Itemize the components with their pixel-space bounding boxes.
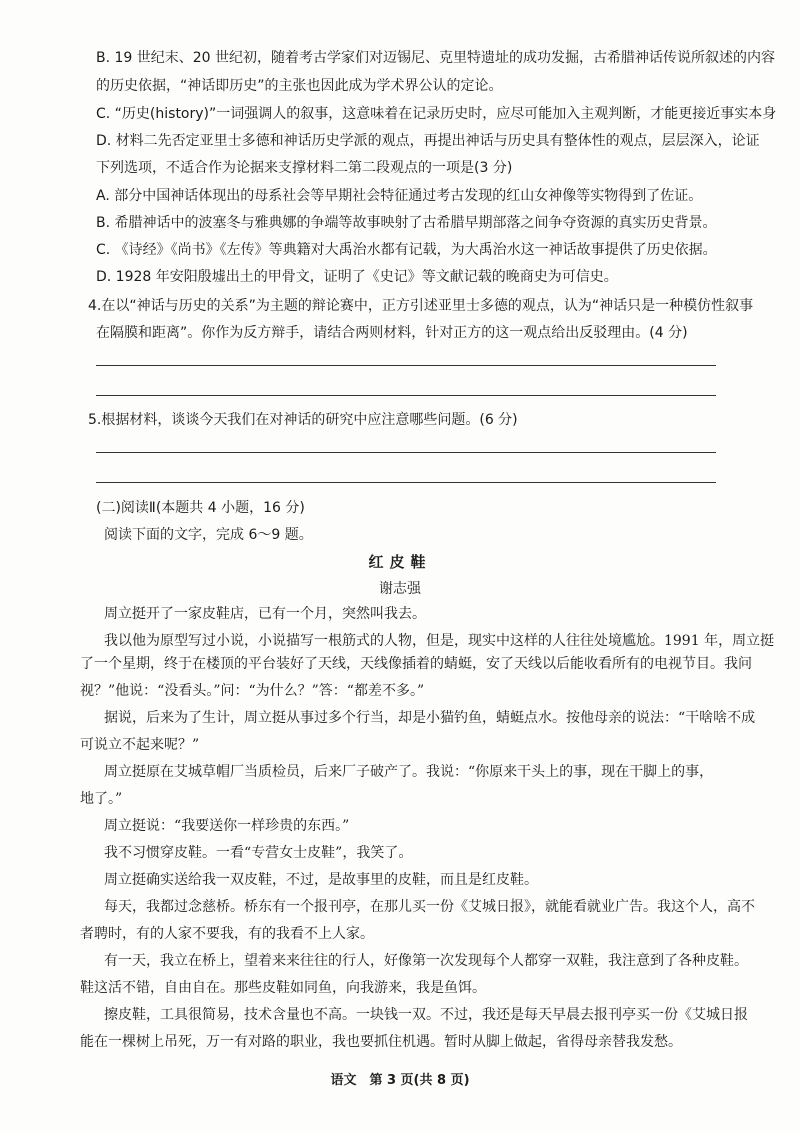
option-d-line1: D. 材料二先否定亚里士多德和神话历史学派的观点，再提出神话与历史具有整体性的观点，层层深入，论证 bbox=[96, 133, 760, 149]
story-paragraph: 周立挺原在艾城草帽厂当质检员，后来厂子破产了。我说：“你原来干头上的事，现在干脚上的事， bbox=[104, 764, 714, 780]
q3-option-b: B. 希腊神话中的波塞冬与雅典娜的争端等故事映射了古希腊早期部落之间争夺资源的真实历史背景。 bbox=[96, 215, 717, 231]
story-paragraph-cont: 鞋这活不错，自由自在。那些皮鞋如同鱼，向我游来，我是鱼饵。 bbox=[80, 980, 486, 996]
story-paragraph: 周立挺开了一家皮鞋店，已有一个月，突然叫我去。 bbox=[104, 606, 426, 622]
story-paragraph: 擦皮鞋，工具很简易，技术含量也不高。一块钱一双。不过，我还是每天早晨去报刊亭买一份《艾城日报 bbox=[104, 1007, 748, 1023]
story-paragraph: 据说，后来为了生计，周立挺从事过多个行当，却是小猫钓鱼，蜻蜓点水。按他母亲的说法：“干啥啥不成 bbox=[104, 710, 756, 726]
story-paragraph-cont: 了一个星期，终于在楼顶的平台装好了天线，天线像插着的蜻蜓，安了天线以后能收看所有的电视节目。我问 bbox=[80, 656, 752, 672]
section-heading: (二)阅读Ⅱ(本题共 4 小题，16 分) bbox=[96, 500, 305, 516]
story-paragraph-cont: 地了。” bbox=[80, 791, 123, 807]
question-4-line1: 4.在以“神话与历史的关系”为主题的辩论赛中，正方引述亚里士多德的观点，认为“神话只是一种模仿性叙事 bbox=[88, 298, 754, 314]
story-paragraph: 我以他为原型写过小说，小说描写一根筋式的人物，但是，现实中这样的人往往处境尴尬。1991 年，周立挺 bbox=[104, 633, 775, 649]
q3-option-c: C. 《诗经》《尚书》《左传》等典籍对大禹治水都有记载，为大禹治水这一神话故事提供了历史依据。 bbox=[96, 242, 717, 258]
story-paragraph: 周立挺说：“我要送你一样珍贵的东西。” bbox=[104, 818, 350, 834]
question-3-stem: 下列选项，不适合作为论据来支撑材料二第二段观点的一项是(3 分) bbox=[96, 160, 513, 176]
story-paragraph: 我不习惯穿皮鞋。一看“专营女士皮鞋”，我笑了。 bbox=[104, 845, 413, 861]
story-paragraph-cont: 能在一棵树上吊死，万一有对路的职业，我也要抓住机遇。暂时从脚上做起，省得母亲替我发愁。 bbox=[80, 1034, 682, 1050]
answer-line-q5-1 bbox=[96, 452, 716, 453]
option-b-line1: B. 19 世纪末、20 世纪初，随着考古学家们对迈锡尼、克里特遗址的成功发掘，古希腊神话传说所叙述的内容 bbox=[96, 50, 776, 66]
story-title: 红皮鞋 bbox=[368, 553, 432, 571]
story-paragraph: 每天，我都过念慈桥。桥东有一个报刊亭，在那儿买一份《艾城日报》，就能看就业广告。我这个人，高不 bbox=[104, 899, 755, 915]
page-footer: 语文 第 3 页(共 8 页) bbox=[330, 1073, 470, 1088]
question-5: 5.根据材料，谈谈今天我们在对神话的研究中应注意哪些问题。(6 分) bbox=[88, 412, 518, 428]
question-4-line2: 在隔膜和距离”。你作为反方辩手，请结合两则材料，针对正方的这一观点给出反驳理由。(4 分) bbox=[96, 325, 688, 341]
answer-line-q4-1 bbox=[96, 365, 716, 366]
story-paragraph-cont: 视？”他说：“没看头。”问：“为什么？”答：“都差不多。” bbox=[80, 683, 425, 699]
story-paragraph-cont: 可说立不起来呢？” bbox=[80, 737, 200, 753]
story-author: 谢志强 bbox=[379, 581, 421, 597]
option-c: C. “历史(history)”一词强调人的叙事，这意味着在记录历史时，应尽可能加入主观判断，才能更接近事实本身 bbox=[96, 106, 777, 122]
section-instruction: 阅读下面的文字，完成 6～9 题。 bbox=[104, 527, 313, 543]
q3-option-a: A. 部分中国神话体现出的母系社会等早期社会特征通过考古发现的红山女神像等实物得到了佐证。 bbox=[96, 188, 703, 204]
story-paragraph: 周立挺确实送给我一双皮鞋，不过，是故事里的皮鞋，而且是红皮鞋。 bbox=[104, 872, 538, 888]
answer-line-q5-2 bbox=[96, 482, 716, 483]
story-paragraph: 有一天，我立在桥上，望着来来往往的行人，好像第一次发现每个人都穿一双鞋，我注意到了各种皮鞋。 bbox=[104, 953, 748, 969]
story-paragraph-cont: 者聘时，有的人家不要我，有的我看不上人家。 bbox=[80, 926, 374, 942]
option-b-line2: 的历史依据，“神话即历史”的主张也因此成为学术界公认的定论。 bbox=[96, 78, 503, 94]
q3-option-d: D. 1928 年安阳殷墟出土的甲骨文，证明了《史记》等文献记载的晚商史为可信史。 bbox=[96, 269, 618, 285]
answer-line-q4-2 bbox=[96, 395, 716, 396]
